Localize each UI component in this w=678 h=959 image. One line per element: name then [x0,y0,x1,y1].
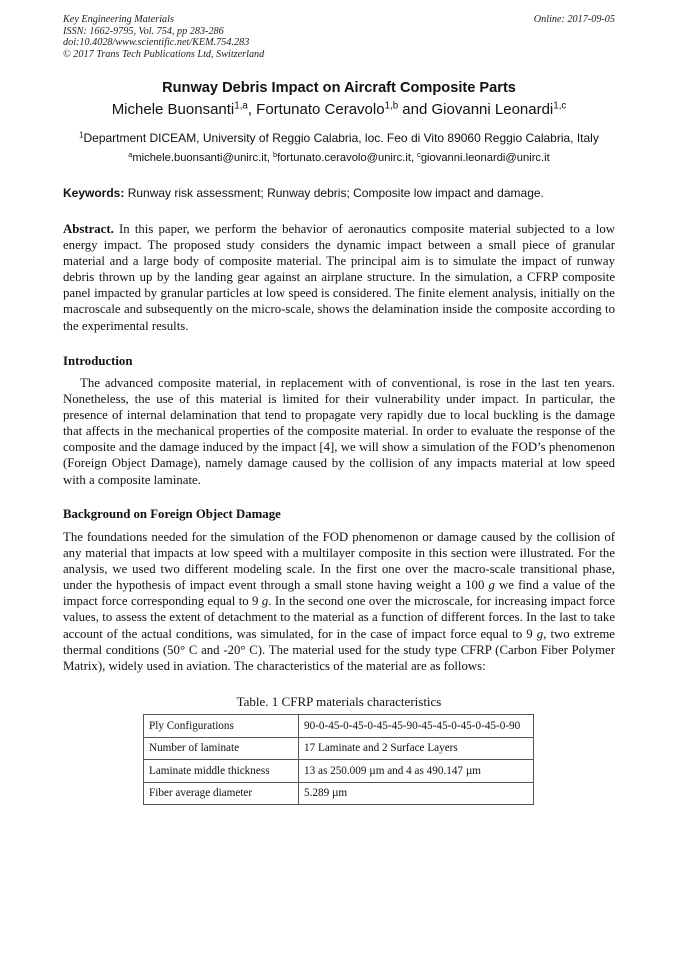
table-cell-label: Laminate middle thickness [144,760,299,783]
introduction-text: The advanced composite material, in replacement with of conventional, is rose in the last ten years. Nonetheless, the use of this material is limited for their vulnerability under impact. In particular, the presence of internal delamination that tend to propagate very rapidly due to local buckling is the damage that affects in the mechanical properties of the composite material. In order to evaluate the response of the composite and the damage induced by the impact [4], we will show a simulation of the FOD’s phenomenon (Foreign Object Damage), namely damage caused by the collision of any impacts material at low speed with a composite laminate. [63,376,615,487]
author-affiliation-mark: 1,a [234,100,248,112]
keywords-label: Keywords: [63,186,125,200]
background-text-part: , two extreme thermal conditions (50° C and -20° C). The material used for the study type CFRP (Carbon Fiber Polymer Matrix), widely used in aviation. The characteristics of the material are as follows: [63,626,615,673]
table-row [144,760,534,783]
unit-g: g [261,594,269,609]
author-email[interactable]: michele.buonsanti@unirc.it [132,152,267,164]
table-cell-value: 5.289 µm [299,782,534,805]
email-mark: a [128,150,133,159]
journal-name: Key Engineering Materials [63,14,174,25]
online-date: Online: 2017-09-05 [533,14,615,25]
author-separator: and [398,101,432,118]
email-separator: , [410,152,418,164]
table-cell-label: Ply Configurations [144,715,299,738]
table-caption: Table. 1 CFRP materials characteristics [236,694,442,709]
author-separator: , [247,101,257,118]
keywords-text: Runway risk assessment; Runway debris; Composite low impact and damage. [124,186,544,200]
background-text-part: . In the second one over the microscale, for increasing impact force values, to assess the extent of detachment to the material as a function of different forces. In the last to take account of the actual conditions, was simulated, for in the case of impact force equal to 9 [63,594,615,641]
table-cell-value: 13 as 250.009 µm and 4 as 490.147 µm [299,760,534,783]
keywords [63,186,615,200]
affiliation [0,131,678,145]
background-text-part: The foundations needed for the simulation of the FOD phenomenon or damage caused by the collision of any material that impacts at low speed with a multilayer composite in this section were illustrated. For the analysis, we used two different modeling scale. In the first one over the macro-scale transitional phase, under the hypothesis of impact event through a small stone having weight a 100 [63,530,615,593]
author-name: Fortunato Ceravolo [256,101,385,118]
background-heading: Background on Foreign Object Damage [63,507,281,521]
author-affiliation-mark: 1,c [553,100,567,112]
background-text-part: we find a value of the impact force corresponding equal to 9 [63,578,615,609]
email-mark: c [417,150,421,159]
table-cell-label: Number of laminate [144,737,299,760]
table-cell-value: 17 Laminate and 2 Surface Layers [299,737,534,760]
author-name: Giovanni Leonardi [431,101,554,118]
issn-line: ISSN: 1662-9795, Vol. 754, pp 283-286 [63,25,224,37]
unit-g: g [488,578,495,593]
affiliation-mark: 1 [79,130,84,140]
paper-title: Runway Debris Impact on Aircraft Composite Parts [162,80,516,96]
materials-table [143,714,534,805]
author-list [0,101,678,118]
table-row [144,715,534,738]
email-list [0,152,678,164]
author-email[interactable]: fortunato.ceravolo@unirc.it [277,152,411,164]
table-cell-label: Fiber average diameter [144,782,299,805]
email-separator: , [266,152,274,164]
abstract-label: Abstract. [63,222,114,236]
author-name: Michele Buonsanti [111,101,235,118]
table-row [144,737,534,760]
author-email[interactable]: giovanni.leonardi@unirc.it [420,152,550,164]
table-row [144,782,534,805]
background-text [63,529,615,674]
table-cell-value: 90-0-45-0-45-0-45-45-90-45-45-0-45-0-45-0-90 [299,715,534,738]
doi-line: doi:10.4028/www.scientific.net/KEM.754.283 [63,37,250,48]
journal-header [63,14,264,60]
abstract-text: In this paper, we perform the behavior of aeronautics composite material subjected to a low energy impact. The proposed study considers the dynamic impact between a small piece of granular material and a large body of composite material. The principal aim is to simulate the impact of runway debris thrown up by the landing gear against an airplane structure. In the simulation, a CFRP composite panel impacted by granular particles at low speed is considered. The finite element analysis, initially on the macroscale and subsequently on the micro-scale, shows the delamination inside the composite according to the experimental results. [63,222,615,333]
author-affiliation-mark: 1,b [384,100,399,112]
abstract [63,221,615,334]
copyright-line: © 2017 Trans Tech Publications Ltd, Switzerland [63,48,265,60]
unit-g: g [536,626,544,641]
introduction-heading: Introduction [63,354,133,368]
affiliation-text: Department DICEAM, University of Reggio Calabria, loc. Feo di Vito 89060 Reggio Calabria, Italy [83,131,599,145]
email-mark: b [273,150,278,159]
